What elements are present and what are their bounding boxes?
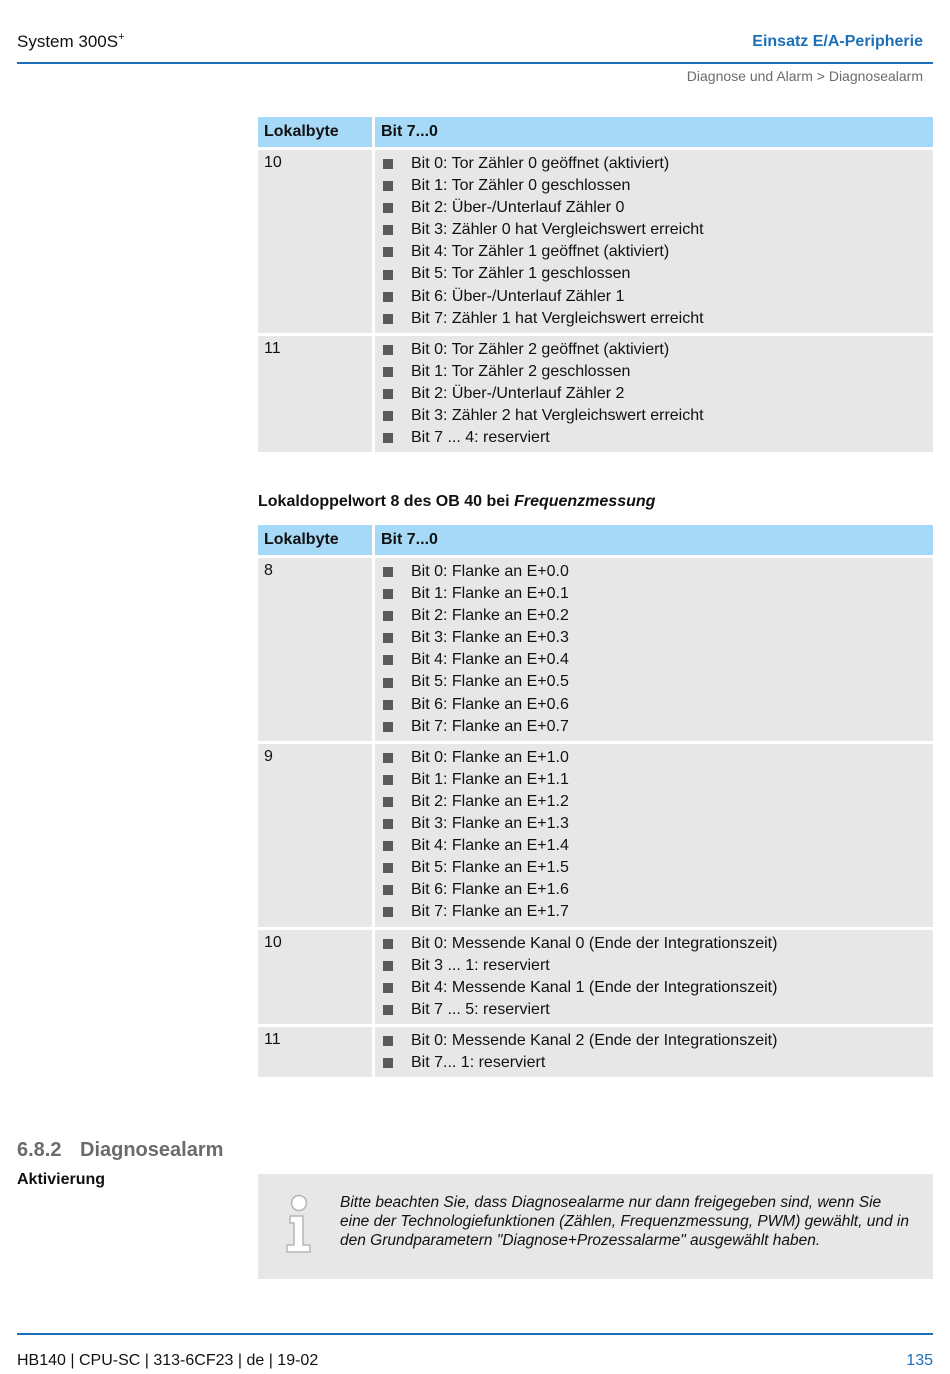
square-bullet-icon <box>383 367 393 377</box>
breadcrumb: Diagnose und Alarm > Diagnosealarm <box>686 68 923 84</box>
bit-description: Bit 1: Flanke an E+1.1 <box>411 770 569 788</box>
bit-description: Bit 7 ... 5: reserviert <box>411 1000 550 1018</box>
list-item <box>381 671 927 693</box>
bits-cell <box>375 336 933 452</box>
square-bullet-icon <box>383 389 393 399</box>
list-item <box>381 308 927 330</box>
square-bullet-icon <box>383 292 393 302</box>
square-bullet-icon <box>383 863 393 873</box>
square-bullet-icon <box>383 1036 393 1046</box>
list-item <box>381 175 927 197</box>
list-item <box>381 649 927 671</box>
square-bullet-icon <box>383 159 393 169</box>
section-title: Diagnosealarm <box>80 1139 224 1161</box>
square-bullet-icon <box>383 611 393 621</box>
bit-description: Bit 3: Flanke an E+0.3 <box>411 629 569 647</box>
bit-list <box>381 339 927 449</box>
bit-description: Bit 2: Über-/Unterlauf Zähler 0 <box>411 199 625 217</box>
chapter-title: Einsatz E/A-Peripherie <box>752 33 923 50</box>
list-item <box>381 383 927 405</box>
bit-description: Bit 7: Flanke an E+1.7 <box>411 903 569 921</box>
list-item <box>381 339 927 361</box>
bit-description: Bit 3: Zähler 2 hat Vergleichswert erreicht <box>411 407 704 425</box>
list-item <box>381 405 927 427</box>
lokalbyte-cell: 11 <box>258 336 375 452</box>
bit-description: Bit 3: Zähler 0 hat Vergleichswert erreicht <box>411 221 704 239</box>
square-bullet-icon <box>383 1005 393 1015</box>
bit-description: Bit 2: Flanke an E+0.2 <box>411 607 569 625</box>
bit-description: Bit 6: Flanke an E+0.6 <box>411 695 569 713</box>
square-bullet-icon <box>383 1058 393 1068</box>
square-bullet-icon <box>383 819 393 829</box>
bit-description: Bit 4: Tor Zähler 1 geöffnet (aktiviert) <box>411 243 670 261</box>
square-bullet-icon <box>383 181 393 191</box>
bit-list <box>381 747 927 924</box>
bit-description: Bit 4: Messende Kanal 1 (Ende der Integrationszeit) <box>411 978 778 996</box>
list-item <box>381 153 927 175</box>
list-item <box>381 716 927 738</box>
square-bullet-icon <box>383 270 393 280</box>
bit-description: Bit 2: Über-/Unterlauf Zähler 2 <box>411 384 625 402</box>
bit-description: Bit 3: Flanke an E+1.3 <box>411 815 569 833</box>
list-item <box>381 219 927 241</box>
bits-cell <box>375 558 933 741</box>
bit-description: Bit 0: Tor Zähler 2 geöffnet (aktiviert) <box>411 340 670 358</box>
bit-description: Bit 5: Tor Zähler 1 geschlossen <box>411 265 631 283</box>
table-row <box>258 150 933 333</box>
list-item <box>381 747 927 769</box>
table-caption: Lokaldoppelwort 8 des OB 40 bei Frequenzmessung <box>258 493 656 510</box>
bits-cell <box>375 150 933 333</box>
bit-description: Bit 4: Flanke an E+1.4 <box>411 837 569 855</box>
table-lokalbyte-counter <box>258 114 933 455</box>
square-bullet-icon <box>383 961 393 971</box>
list-item <box>381 955 927 977</box>
square-bullet-icon <box>383 678 393 688</box>
document-title: System 300S+ <box>17 31 125 51</box>
list-item <box>381 197 927 219</box>
info-icon <box>282 1194 316 1254</box>
column-header-lokalbyte: Lokalbyte <box>258 117 375 147</box>
square-bullet-icon <box>383 753 393 763</box>
list-item <box>381 769 927 791</box>
list-item <box>381 286 927 308</box>
table-row <box>258 336 933 452</box>
bit-description: Bit 7: Flanke an E+0.7 <box>411 717 569 735</box>
list-item <box>381 427 927 449</box>
list-item <box>381 835 927 857</box>
square-bullet-icon <box>383 797 393 807</box>
list-item <box>381 879 927 901</box>
list-item <box>381 933 927 955</box>
square-bullet-icon <box>383 203 393 213</box>
list-item <box>381 857 927 879</box>
info-note <box>258 1174 933 1279</box>
square-bullet-icon <box>383 983 393 993</box>
bit-list <box>381 153 927 330</box>
square-bullet-icon <box>383 885 393 895</box>
square-bullet-icon <box>383 775 393 785</box>
bits-cell <box>375 930 933 1024</box>
bit-description: Bit 2: Flanke an E+1.2 <box>411 792 569 810</box>
bit-description: Bit 0: Flanke an E+1.0 <box>411 748 569 766</box>
list-item <box>381 901 927 923</box>
footer-document-id: HB140 | CPU-SC | 313-6CF23 | de | 19-02 <box>17 1352 319 1369</box>
bit-description: Bit 0: Flanke an E+0.0 <box>411 563 569 580</box>
list-item <box>381 583 927 605</box>
square-bullet-icon <box>383 700 393 710</box>
bit-description: Bit 5: Flanke an E+0.5 <box>411 673 569 691</box>
bit-description: Bit 5: Flanke an E+1.5 <box>411 859 569 877</box>
bit-description: Bit 3 ... 1: reserviert <box>411 956 550 974</box>
square-bullet-icon <box>383 225 393 235</box>
bit-description: Bit 0: Tor Zähler 0 geöffnet (aktiviert) <box>411 155 670 172</box>
list-item <box>381 1052 927 1074</box>
bit-description: Bit 7 ... 4: reserviert <box>411 429 550 447</box>
bits-cell <box>375 744 933 927</box>
bit-description: Bit 1: Tor Zähler 0 geschlossen <box>411 177 631 195</box>
bit-description: Bit 6: Über-/Unterlauf Zähler 1 <box>411 287 625 305</box>
bit-description: Bit 0: Messende Kanal 2 (Ende der Integrationszeit) <box>411 1031 778 1049</box>
lokalbyte-cell: 8 <box>258 558 375 741</box>
header-divider <box>17 62 933 64</box>
section-number: 6.8.2 <box>17 1139 62 1161</box>
bit-description: Bit 7... 1: reserviert <box>411 1053 546 1071</box>
bit-description: Bit 6: Flanke an E+1.6 <box>411 881 569 899</box>
lokalbyte-cell: 10 <box>258 150 375 333</box>
bit-description: Bit 7: Zähler 1 hat Vergleichswert erreicht <box>411 309 704 327</box>
list-item <box>381 999 927 1021</box>
bit-description: Bit 1: Tor Zähler 2 geschlossen <box>411 362 631 380</box>
bit-description: Bit 1: Flanke an E+0.1 <box>411 585 569 603</box>
square-bullet-icon <box>383 841 393 851</box>
square-bullet-icon <box>383 589 393 599</box>
square-bullet-icon <box>383 655 393 665</box>
square-bullet-icon <box>383 433 393 443</box>
table-lokalbyte-frequency <box>258 522 933 1080</box>
square-bullet-icon <box>383 907 393 917</box>
bit-list <box>381 1030 927 1074</box>
bit-list <box>381 933 927 1021</box>
square-bullet-icon <box>383 722 393 732</box>
lokalbyte-cell: 9 <box>258 744 375 927</box>
list-item <box>381 694 927 716</box>
column-header-bits: Bit 7...0 <box>375 117 933 147</box>
sidebar-label: Aktivierung <box>17 1171 106 1188</box>
column-header-bits: Bit 7...0 <box>375 525 933 555</box>
square-bullet-icon <box>383 411 393 421</box>
list-item <box>381 977 927 999</box>
square-bullet-icon <box>383 247 393 257</box>
footer-divider <box>17 1333 933 1335</box>
list-item <box>381 561 927 583</box>
square-bullet-icon <box>383 345 393 355</box>
list-item <box>381 361 927 383</box>
table-row <box>258 558 933 741</box>
bit-description: Bit 0: Messende Kanal 0 (Ende der Integrationszeit) <box>411 934 778 952</box>
table-row <box>258 1027 933 1077</box>
square-bullet-icon <box>383 314 393 324</box>
note-text: Bitte beachten Sie, dass Diagnosealarme nur dann freigegeben sind, wenn Sie eine der Technologiefunktionen (Zählen, Frequenzmessung, PWM) gewählt, und in den Grundparametern "Diagnose+Prozessalarme" ausgewählt haben. <box>340 1194 909 1249</box>
table-row <box>258 744 933 927</box>
list-item <box>381 1030 927 1052</box>
list-item <box>381 241 927 263</box>
square-bullet-icon <box>383 567 393 577</box>
table-row <box>258 930 933 1024</box>
square-bullet-icon <box>383 633 393 643</box>
bits-cell <box>375 1027 933 1077</box>
list-item <box>381 813 927 835</box>
list-item <box>381 263 927 285</box>
bit-description: Bit 4: Flanke an E+0.4 <box>411 651 569 669</box>
lokalbyte-cell: 10 <box>258 930 375 1024</box>
lokalbyte-cell: 11 <box>258 1027 375 1077</box>
bit-list <box>381 561 927 738</box>
list-item <box>381 791 927 813</box>
square-bullet-icon <box>383 939 393 949</box>
list-item <box>381 627 927 649</box>
page-number: 135 <box>906 1352 933 1369</box>
column-header-lokalbyte: Lokalbyte <box>258 525 375 555</box>
list-item <box>381 605 927 627</box>
